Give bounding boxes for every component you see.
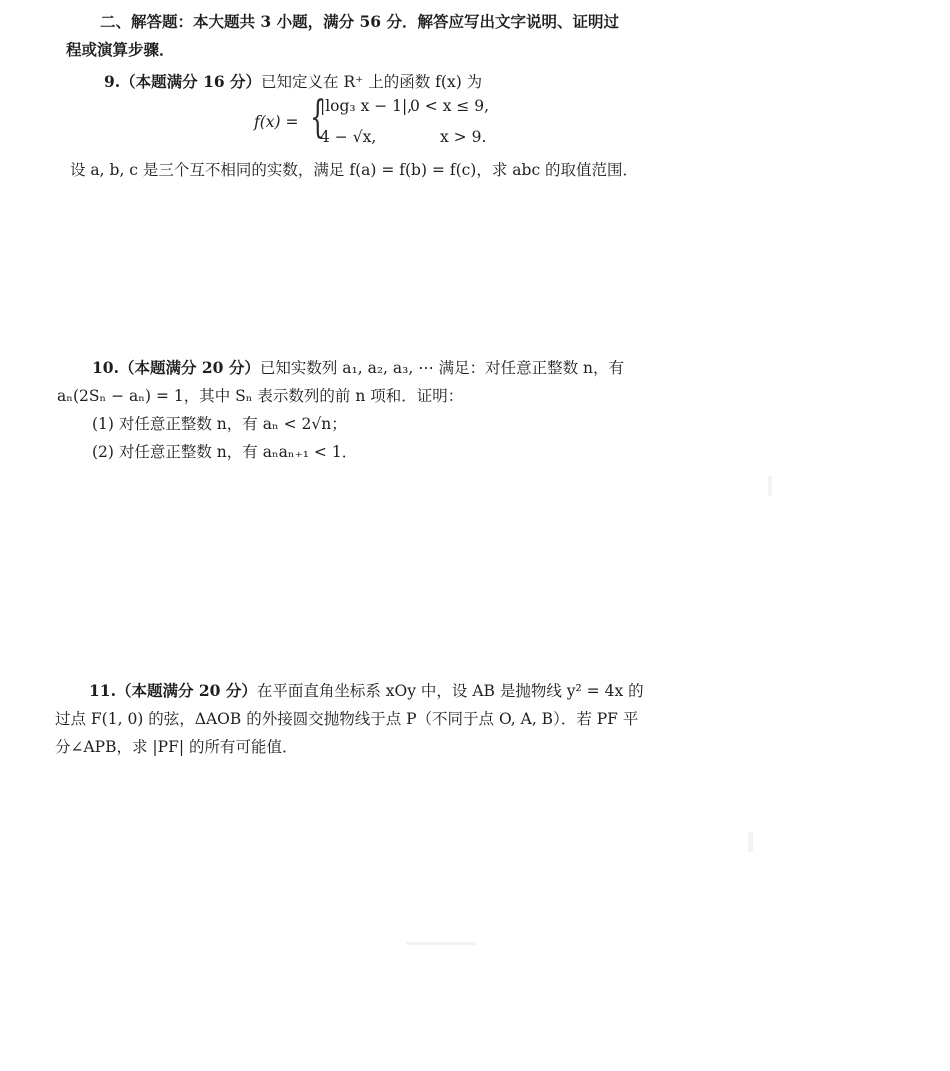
piecewise-case-1-condition: 0 < x ≤ 9, bbox=[410, 97, 490, 115]
scan-artifact bbox=[406, 942, 476, 945]
piecewise-case-1-expression: |log₃ x − 1|, bbox=[320, 97, 413, 115]
problem-10-line-2: aₙ(2Sₙ − aₙ) = 1，其中 Sₙ 表示数列的前 n 项和．证明： bbox=[57, 387, 464, 405]
problem-9-header: 9.（本题满分 16 分） bbox=[104, 72, 262, 91]
problem-9-statement bbox=[104, 70, 482, 92]
problem-9-text: 已知定义在 R⁺ 上的函数 f(x) 为 bbox=[261, 73, 483, 91]
problem-11-line-2: 过点 F(1, 0) 的弦，ΔAOB 的外接圆交抛物线于点 P（不同于点 O, A, B）．若 PF 平 bbox=[55, 710, 639, 728]
problem-11-header: 11.（本题满分 20 分） bbox=[89, 681, 257, 700]
section-heading: 二、解答题：本大题共 3 小题，满分 56 分．解答应写出文字说明、证明过 bbox=[100, 12, 619, 31]
problem-10-part-1: (1) 对任意正整数 n，有 aₙ < 2√n； bbox=[92, 415, 347, 433]
problem-11-line-1: 在平面直角坐标系 xOy 中，设 AB 是抛物线 y² = 4x 的 bbox=[256, 682, 644, 700]
problem-11-line-3: 分∠APB，求 |PF| 的所有可能值． bbox=[55, 738, 298, 756]
problem-10-part-2: (2) 对任意正整数 n，有 aₙaₙ₊₁ < 1． bbox=[92, 443, 358, 461]
problem-10-statement bbox=[92, 356, 624, 378]
scan-artifact bbox=[748, 832, 753, 852]
piecewise-function-label: f(x) = bbox=[254, 113, 299, 131]
problem-9-question: 设 a, b, c 是三个互不相同的实数，满足 f(a) = f(b) = f(c)，求 abc 的取值范围． bbox=[70, 161, 639, 179]
problem-10-line-1: 已知实数列 a₁, a₂, a₃, ⋯ 满足：对任意正整数 n，有 bbox=[259, 359, 625, 377]
section-heading-continued: 程或演算步骤． bbox=[66, 40, 175, 59]
piecewise-case-2-condition: x > 9. bbox=[440, 128, 487, 146]
piecewise-case-2-expression: 4 − √x, bbox=[320, 128, 377, 146]
problem-10-header: 10.（本题满分 20 分） bbox=[92, 358, 260, 377]
problem-11-statement bbox=[89, 679, 644, 701]
piecewise-brace: { bbox=[310, 92, 326, 143]
scan-artifact bbox=[768, 476, 772, 496]
